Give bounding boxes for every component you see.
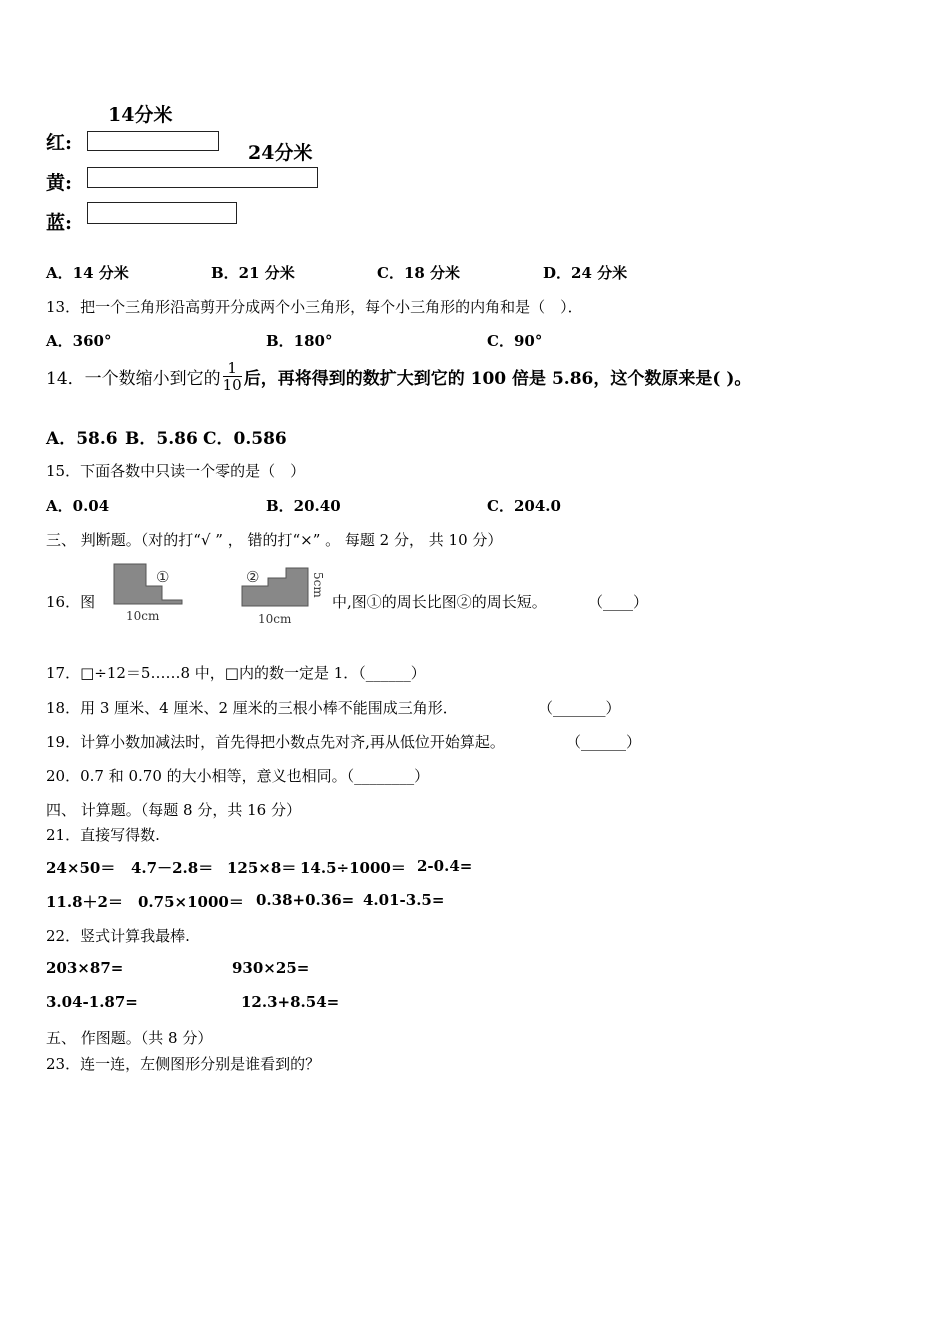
q19-text: 19．计算小数加减法时，首先得把小数点先对齐,再从低位开始算起。 (46, 733, 505, 751)
q15-option-c: C．204.0 (487, 497, 561, 515)
q17-text: 17．□÷12＝5……8 中，□内的数一定是 1．（______） (46, 664, 426, 682)
q21-item: 125×8＝ (227, 859, 297, 877)
q14-option-a: A．58.6 (46, 429, 118, 449)
section4-title: 四、 计算题。（每题 8 分，共 16 分） (46, 801, 301, 819)
q21-item: 4.01-3.5= (363, 891, 445, 909)
q18-blank[interactable]: （_______） (538, 699, 621, 717)
q16-blank[interactable]: （____） (588, 593, 649, 611)
q21-item: 0.38+0.36= (256, 891, 355, 909)
q14-prefix: 14．一个数缩小到它的 (46, 369, 221, 389)
q22-item: 3.04-1.87= (46, 993, 138, 1011)
q16-figure-1 (96, 558, 196, 626)
q16-figure-2 (238, 560, 338, 628)
q22-item: 12.3+8.54= (241, 993, 340, 1011)
q14-frac-num: 1 (223, 360, 242, 377)
q21-item: 0.75×1000＝ (138, 893, 244, 911)
q14-option-b: B．5.86 (125, 429, 198, 449)
q13-option-a: A．360° (46, 332, 112, 350)
q21-item: 11.8＋2＝ (46, 893, 123, 911)
q14-frac-den: 10 (222, 376, 242, 394)
q21-title: 21．直接写得数. (46, 826, 160, 844)
q14-fraction (223, 360, 242, 393)
figure-2-side-label: 5cm (311, 572, 325, 598)
bar-red (87, 131, 219, 151)
q12-option-c: C．18 分米 (377, 264, 461, 282)
row-label-red: 红: (46, 132, 73, 154)
q12-option-b: B．21 分米 (211, 264, 295, 282)
figure-1-shape (114, 564, 182, 604)
q23-text: 23．连一连，左侧图形分别是谁看到的？ (46, 1055, 321, 1073)
q13-option-b: B．180° (266, 332, 333, 350)
label-top: 14分米 (108, 104, 173, 126)
q15-text: 15．下面各数中只读一个零的是（ ） (46, 462, 306, 480)
figure-1-bottom-label: 10cm (126, 609, 160, 623)
q15-option-a: A．0.04 (46, 497, 110, 515)
q21-item: 2-0.4= (417, 857, 473, 875)
q18-text: 18．用 3 厘米、4 厘米、2 厘米的三根小棒不能围成三角形． (46, 699, 458, 717)
q13-option-c: C．90° (487, 332, 543, 350)
section3-title: 三、 判断题。（对的打“√ ” ， 错的打“×” 。 每题 2 分， 共 10 分） (46, 531, 503, 549)
section5-title: 五、 作图题。（共 8 分） (46, 1029, 213, 1047)
q19-blank[interactable]: （______） (566, 733, 642, 751)
q20-text: 20．0.7 和 0.70 的大小相等，意义也相同。（________） (46, 767, 430, 785)
q22-item: 930×25= (232, 959, 310, 977)
q13-text: 13．把一个三角形沿高剪开分成两个小三角形，每个小三角形的内角和是（ ）． (46, 298, 583, 316)
q14-text (46, 360, 751, 393)
row-label-blue: 蓝: (46, 212, 73, 234)
q14-option-c: C．0.586 (203, 429, 287, 449)
q22-item: 203×87= (46, 959, 124, 977)
figure-1-mark: ① (156, 568, 170, 586)
q12-option-d: D．24 分米 (543, 264, 628, 282)
q21-item: 24×50＝ (46, 859, 116, 877)
q16-suffix: 中,图①的周长比图②的周长短。 (332, 593, 547, 611)
row-label-yellow: 黄: (46, 172, 73, 194)
bar-yellow (87, 167, 318, 188)
q12-option-a: A．14 分米 (46, 264, 129, 282)
q14-suffix: 后，再将得到的数扩大到它的 100 倍是 5.86，这个数原来是( )。 (243, 369, 752, 389)
q15-option-b: B．20.40 (266, 497, 341, 515)
figure-2-bottom-label: 10cm (258, 612, 292, 626)
q16-prefix: 16．图 (46, 593, 96, 611)
figure-2-mark: ② (246, 568, 260, 586)
q22-title: 22．竖式计算我最棒. (46, 927, 190, 945)
bar-blue (87, 202, 237, 224)
q21-item: 14.5÷1000＝ (300, 859, 406, 877)
label-right: 24分米 (248, 142, 313, 164)
q21-item: 4.7－2.8＝ (131, 859, 214, 877)
